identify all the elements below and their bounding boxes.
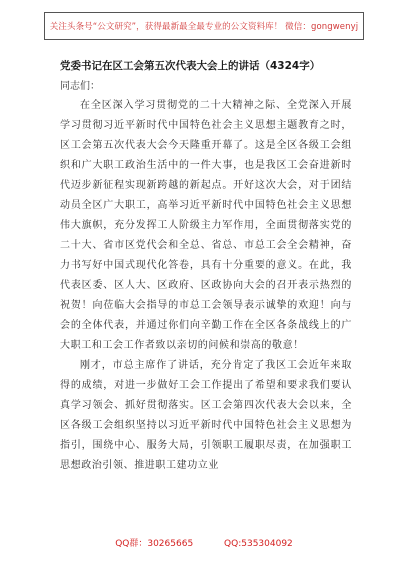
footer-contact: [0, 536, 408, 549]
paragraph: 刚才，市总主席作了讲话，充分肯定了我区工会近年来取得的成绩，对进一步做好工会工作提出了希望和要求我们要认真学习领会、抓好贯彻落实。区工会第四次代表大会以来，全区各级工会组织坚持以习近平新时代中国特色社会主义思想为指引，围绕中心、服务大局，引领职工履职尽责，在加强职工思想政治引领、推进职工建功立业: [60, 360, 352, 471]
promo-banner: [44, 12, 364, 40]
document-body: [60, 96, 352, 476]
greeting: 同志们：: [60, 81, 100, 92]
document-title: 党委书记在区工会第五次代表大会上的讲话（4324字）: [60, 60, 321, 72]
footer-qq: QQ:535304092: [224, 539, 293, 549]
footer-qq-group: QQ群：30265665: [115, 539, 194, 549]
promo-banner-text: 关注头条号“公文研究”，获得最新最全最专业的公文资料库！ 微信：gongwenyj: [49, 22, 359, 32]
paragraph: 在全区深入学习贯彻党的二十大精神之际、全党深入开展学习贯彻习近平新时代中国特色社会主义思想主题教育之时，区工会第五次代表大会今天隆重开幕了。这是全区各级工会组织和广大职工政治生活中的一件大事，也是我区工会奋进新时代迈步新征程实现新跨越的新起点。开好这次大会，对于团结动员全区广大职工，高举习近平新时代中国特色社会主义思想伟大旗帜，充分发挥工人阶级主力军作用，全面贯彻落实党的二十大、省市区党代会和全总、省总、市总工会全会精神，奋力书写好中国式现代化答卷，具有十分重要的意义。在此，我代表区委、区人大、区政府、区政协向大会的召开表示热烈的祝贺！向莅临大会指导的市总工会领导表示诚挚的欢迎！向与会的全体代表，并通过你们向辛勤工作在全区各条战线上的广大职工和工会工作者致以亲切的问候和崇高的敬意！: [60, 100, 352, 351]
